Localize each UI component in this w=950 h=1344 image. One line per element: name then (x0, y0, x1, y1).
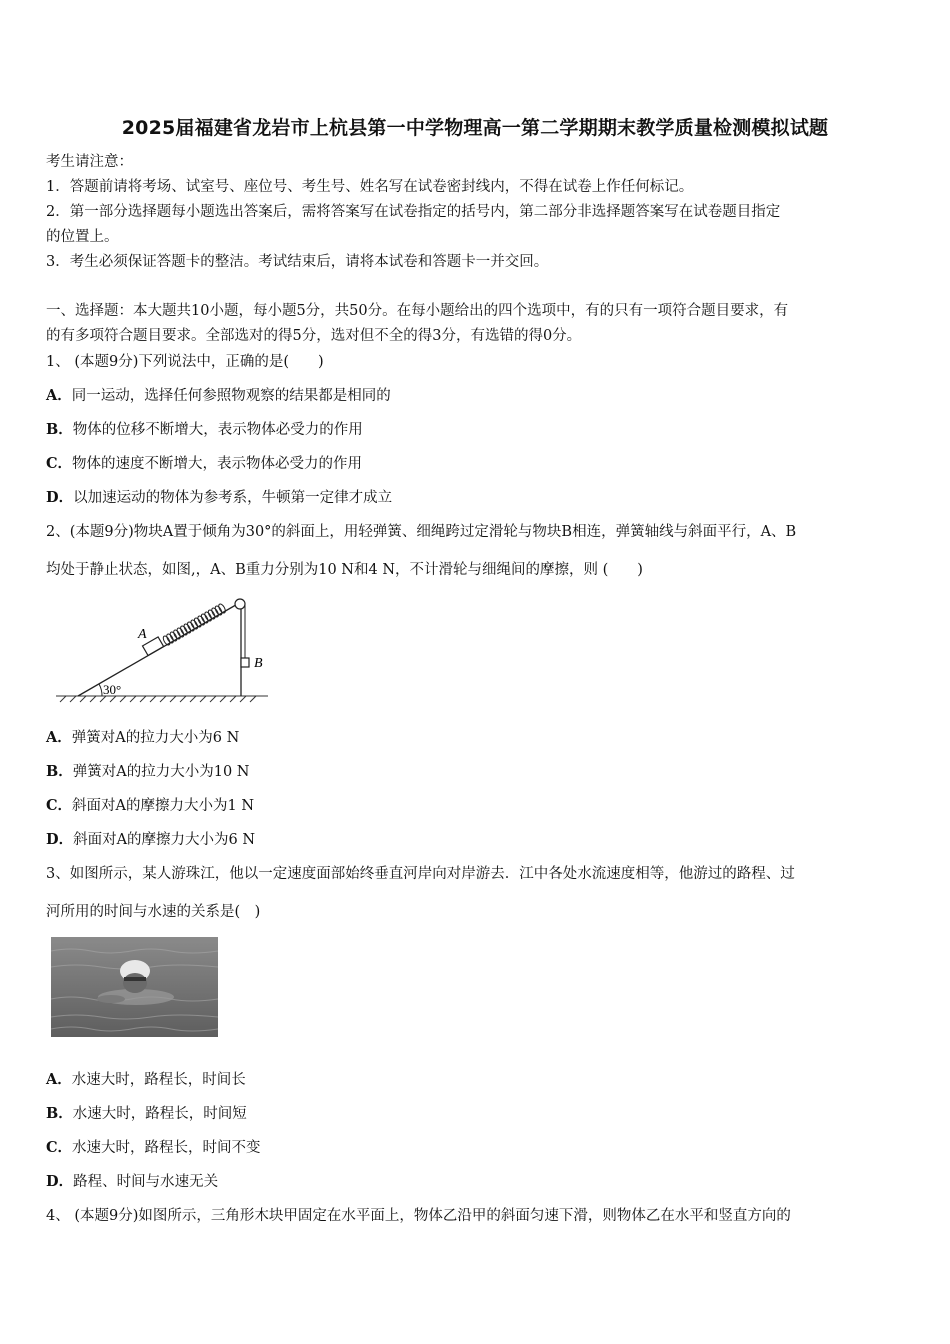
option-text: 物体的位移不断增大，表示物体必受力的作用 (72, 422, 363, 438)
option-letter: B． (46, 1105, 73, 1122)
section-intro-line1: 一、选择题：本大题共10小题，每小题5分，共50分。在每小题给出的四个选项中，有的只有一项符合题目要求，有 (46, 303, 789, 319)
q2-option-d[interactable] (46, 830, 255, 850)
ground-hatching (56, 696, 268, 702)
q3-option-c[interactable] (46, 1138, 261, 1158)
notice-item-2-cont: 的位置上。 (46, 229, 119, 245)
option-letter: C． (46, 1139, 73, 1156)
angle-arc (99, 684, 102, 696)
q2-option-a[interactable] (46, 728, 239, 748)
option-text: 同一运动，选择任何参照物观察的结果都是相同的 (71, 388, 391, 404)
option-text: 以加速运动的物体为参考系，牛顿第一定律才成立 (73, 490, 393, 506)
option-letter: A． (46, 387, 72, 404)
q1-stem: 1、 (本题9分)下列说法中，正确的是( ) (46, 354, 324, 370)
angle-label: 30° (103, 682, 122, 697)
option-text: 弹簧对A的拉力大小为6 N (71, 730, 240, 746)
q1-option-a[interactable] (46, 386, 391, 406)
q1-option-c[interactable] (46, 454, 362, 474)
q2-stem-line2: 均处于静止状态，如图,，A、B重力分别为10 N和4 N，不计滑轮与细绳间的摩擦，则 ( ) (46, 562, 643, 578)
page-title: 2025届福建省龙岩市上杭县第一中学物理高一第二学期期末教学质量检测模拟试题 (121, 117, 829, 139)
q3-stem-line2: 河所用的时间与水速的关系是( ) (46, 904, 261, 920)
swimmer-photo (51, 937, 218, 1037)
notice-item-1: 1．答题前请将考场、试室号、座位号、考生号、姓名写在试卷密封线内，不得在试卷上作任何标记。 (46, 179, 694, 195)
option-letter: A． (46, 729, 72, 746)
option-text: 物体的速度不断增大，表示物体必受力的作用 (72, 456, 363, 472)
q3-option-a[interactable] (46, 1070, 246, 1090)
option-letter: D． (46, 831, 74, 848)
spring (162, 603, 227, 646)
option-letter: D． (46, 1173, 74, 1190)
q2-stem-line1: 2、(本题9分)物块A置于倾角为30°的斜面上，用轻弹簧、细绳跨过定滑轮与物块B相连，弹簧轴线与斜面平行，A、B (46, 524, 797, 540)
option-letter: C． (46, 455, 73, 472)
notice-item-3: 3．考生必须保证答题卡的整洁。考试结束后，请将本试卷和答题卡一并交回。 (46, 254, 549, 270)
q1-option-d[interactable] (46, 488, 392, 508)
option-text: 斜面对A的摩擦力大小为1 N (72, 798, 255, 814)
block-a-label: A (138, 627, 147, 642)
notice-item-2: 2．第一部分选择题每小题选出答案后，需将答案写在试卷指定的括号内，第二部分非选择题答案写在试卷题目指定 (46, 204, 781, 220)
option-letter: B． (46, 763, 73, 780)
q3-option-d[interactable] (46, 1172, 218, 1192)
q3-option-b[interactable] (46, 1104, 247, 1124)
option-text: 水速大时，路程长，时间短 (72, 1106, 247, 1122)
section-intro-line2: 的有多项符合题目要求。全部选对的得5分，选对但不全的得3分，有选错的得0分。 (46, 328, 582, 344)
block-b (241, 658, 249, 667)
q1-option-b[interactable] (46, 420, 363, 440)
incline-spring-pulley-figure (46, 592, 276, 704)
pulley (235, 599, 245, 609)
option-text: 弹簧对A的拉力大小为10 N (72, 764, 250, 780)
block-b-label: B (254, 656, 263, 671)
q3-stem-line1: 3、如图所示，某人游珠江，他以一定速度面部始终垂直河岸向对岸游去．江中各处水流速度相等，他游过的路程、过 (46, 866, 795, 882)
option-letter: D． (46, 489, 74, 506)
option-text: 水速大时，路程长，时间不变 (72, 1140, 261, 1156)
option-letter: C． (46, 797, 73, 814)
option-text: 水速大时，路程长，时间长 (71, 1072, 246, 1088)
option-letter: A． (46, 1071, 72, 1088)
q2-option-b[interactable] (46, 762, 249, 782)
notice-heading: 考生请注意： (46, 154, 133, 170)
q4-stem-line1: 4、 (本题9分)如图所示，三角形木块甲固定在水平面上，物体乙沿甲的斜面匀速下滑，则物体乙在水平和竖直方向的 (46, 1208, 791, 1224)
option-letter: B． (46, 421, 73, 438)
option-text: 斜面对A的摩擦力大小为6 N (73, 832, 256, 848)
q2-option-c[interactable] (46, 796, 254, 816)
option-text: 路程、时间与水速无关 (73, 1174, 219, 1190)
